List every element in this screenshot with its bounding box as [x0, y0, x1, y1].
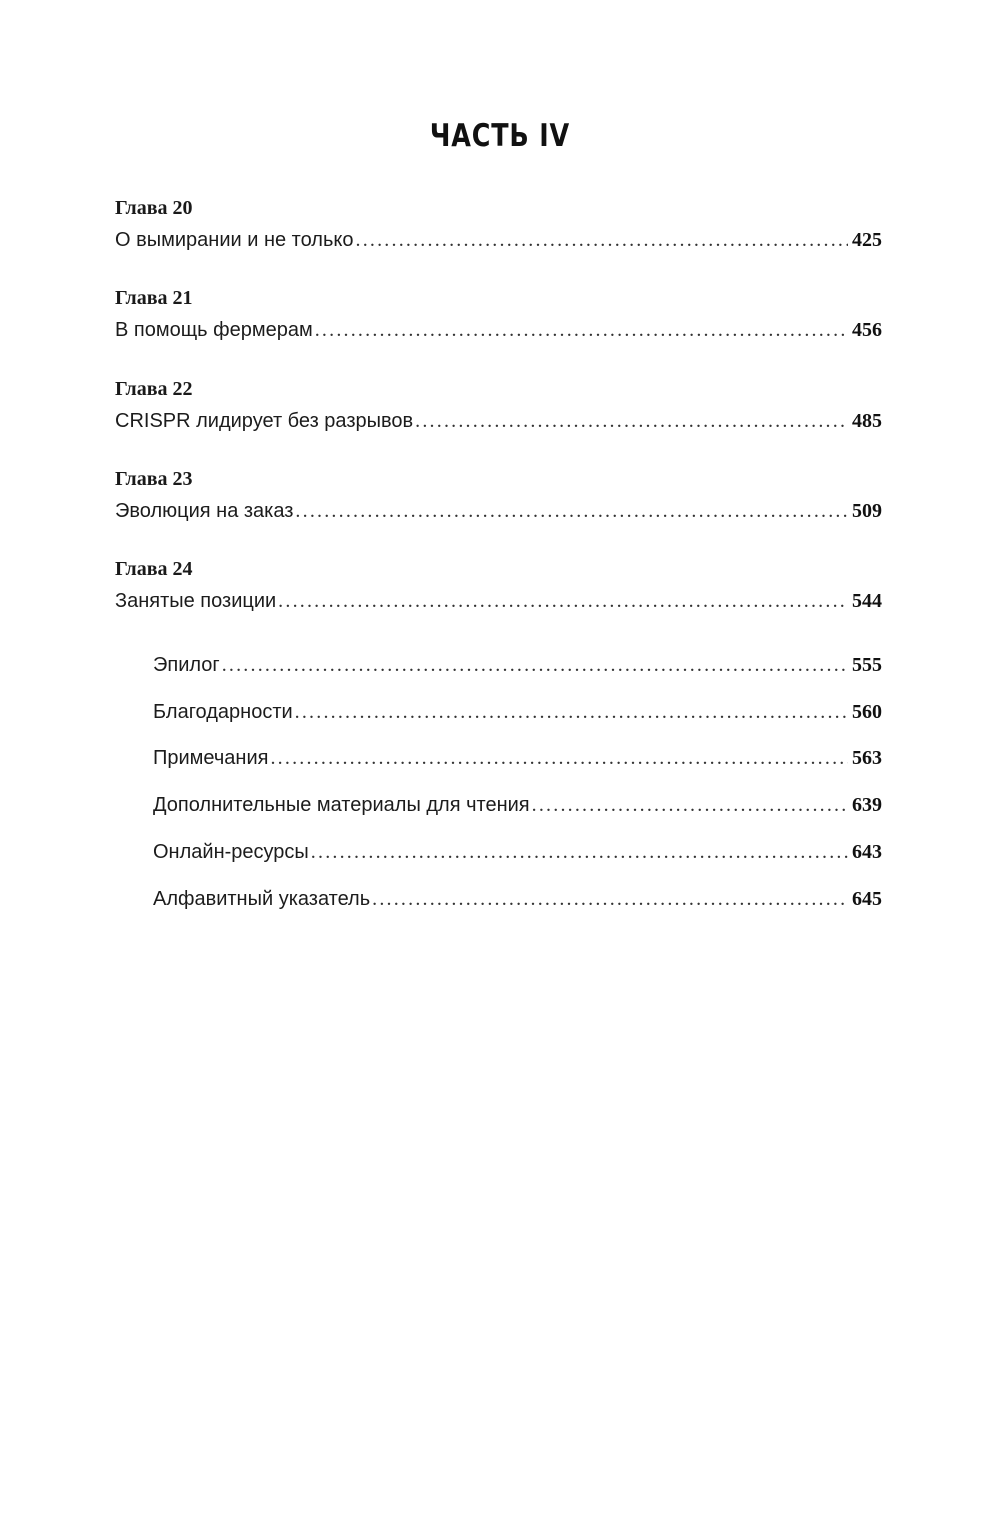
leader-dots — [222, 654, 848, 677]
toc-entry-title: О вымирании и не только — [115, 229, 354, 251]
toc-entry[interactable] — [115, 319, 882, 342]
toc-entry[interactable] — [115, 500, 882, 523]
toc-entry[interactable] — [115, 410, 882, 433]
toc-page-number: 544 — [852, 590, 882, 612]
leader-dots — [295, 500, 848, 523]
part-title: ЧАСТЬ IV — [429, 118, 571, 154]
leader-dots — [532, 794, 848, 817]
toc-entry-title: Эволюция на заказ — [115, 500, 294, 522]
chapter-label: Глава 22 — [115, 378, 193, 400]
toc-entry-title: Благодарности — [153, 701, 293, 723]
toc-entry-online-resources[interactable] — [153, 841, 882, 864]
toc-page-number: 643 — [852, 841, 882, 863]
toc-page-number: 645 — [852, 888, 882, 910]
toc-entry-title: Алфавитный указатель — [153, 888, 371, 910]
toc-entry[interactable] — [115, 229, 882, 252]
leader-dots — [270, 747, 848, 770]
leader-dots — [372, 888, 848, 911]
chapter-label: Глава 20 — [115, 197, 193, 219]
toc-page-number: 560 — [852, 701, 882, 723]
leader-dots — [278, 590, 848, 613]
toc-page-number: 456 — [852, 319, 882, 341]
toc-page-number: 485 — [852, 410, 882, 432]
toc-page-number: 639 — [852, 794, 882, 816]
toc-entry-title: Онлайн-ресурсы — [153, 841, 309, 863]
leader-dots — [311, 841, 848, 864]
toc-entry[interactable] — [115, 590, 882, 613]
toc-entry-acknowledgements[interactable] — [153, 701, 882, 724]
toc-entry-title: Дополнительные материалы для чтения — [153, 794, 530, 816]
toc-page-number: 555 — [852, 654, 882, 676]
toc-entry-index[interactable] — [153, 888, 882, 911]
toc-entry-title: В помощь фермерам — [115, 319, 313, 341]
leader-dots — [356, 229, 849, 252]
toc-page-number: 563 — [852, 747, 882, 769]
chapter-label: Глава 23 — [115, 468, 193, 490]
toc-entry-title: CRISPR лидирует без разрывов — [115, 410, 414, 432]
toc-entry-title: Эпилог — [153, 654, 220, 676]
chapter-label: Глава 21 — [115, 287, 193, 309]
toc-page-number: 425 — [852, 229, 882, 251]
toc-entry-title: Занятые позиции — [115, 590, 277, 612]
leader-dots — [415, 410, 848, 433]
toc-entry-title: Примечания — [153, 747, 269, 769]
toc-entry-further-reading[interactable] — [153, 794, 882, 817]
leader-dots — [295, 701, 848, 724]
toc-entry-notes[interactable] — [153, 747, 882, 770]
leader-dots — [315, 319, 848, 342]
toc-page-number: 509 — [852, 500, 882, 522]
toc-entry-epilogue[interactable] — [153, 654, 882, 677]
chapter-label: Глава 24 — [115, 558, 193, 580]
